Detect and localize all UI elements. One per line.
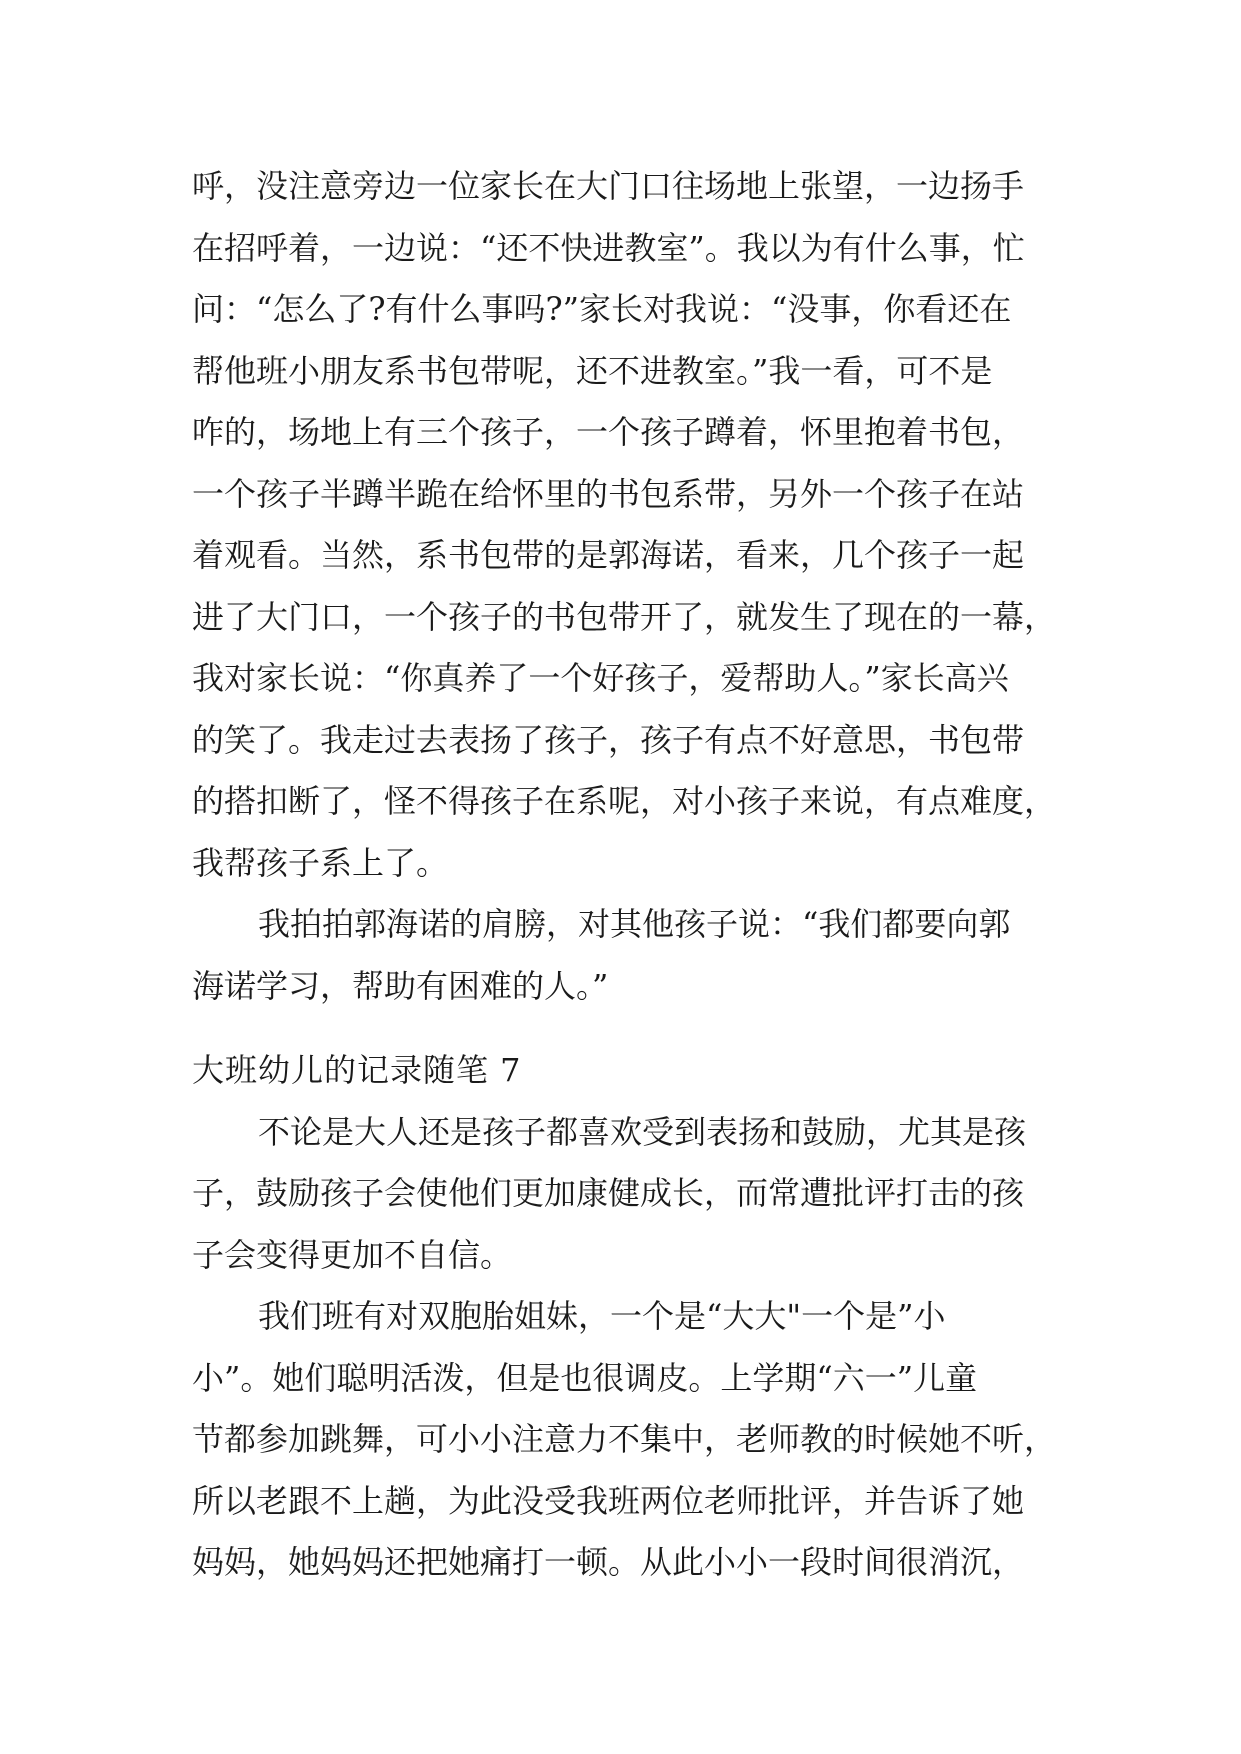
text-line: 帮他班小朋友系书包带呢，还不进教室。”我一看，可不是 [192, 351, 993, 390]
text-line: 进了大门口，一个孩子的书包带开了，就发生了现在的一幕， [192, 597, 1057, 636]
text-line: 妈妈，她妈妈还把她痛打一顿。从此小小一段时间很消沉， [192, 1543, 1025, 1581]
text-line: 子，鼓励孩子会使他们更加康健成长，而常遭批评打击的孩 [192, 1174, 1025, 1212]
text-line: 海诺学习，帮助有困难的人。” [192, 966, 609, 1005]
text-line: 着观看。当然，系书包带的是郭海诺，看来，几个孩子一起 [192, 536, 1025, 574]
text-line: 不论是大人还是孩子都喜欢受到表扬和鼓励，尤其是孩 [258, 1112, 1027, 1151]
section-7 [192, 1040, 1072, 1594]
section-title: 大班幼儿的记录随笔 7 [192, 1051, 522, 1089]
text-line: 的笑了。我走过去表扬了孩子，孩子有点不好意思，书包带 [192, 720, 1025, 759]
text-line: 在招呼着，一边说：“还不快进教室”。我以为有什么事，忙 [192, 228, 1025, 267]
text-line: 子会变得更加不自信。 [192, 1235, 513, 1274]
text-line: 我对家长说：“你真养了一个好孩子，爱帮助人。”家长高兴 [192, 659, 1009, 697]
text-line: 问：“怎么了?有什么事吗?”家长对我说：“没事，你看还在 [192, 290, 1012, 328]
text-line: 的搭扣断了，怪不得孩子在系呢，对小孩子来说，有点难度， [192, 782, 1057, 820]
text-line: 所以老跟不上趟，为此没受我班两位老师批评，并告诉了她 [192, 1481, 1025, 1520]
text-line: 我拍拍郭海诺的肩膀，对其他孩子说：“我们都要向郭 [258, 905, 1011, 943]
text-line: 我帮孩子系上了。 [192, 843, 449, 882]
text-line: 咋的，场地上有三个孩子，一个孩子蹲着，怀里抱着书包， [192, 413, 1025, 451]
text-line: 小”。她们聪明活泼，但是也很调皮。上学期“六一”儿童 [192, 1358, 978, 1397]
text-line: 节都参加跳舞，可小小注意力不集中，老师教的时候她不听， [192, 1420, 1057, 1458]
text-line: 呼，没注意旁边一位家长在大门口往场地上张望，一边扬手 [192, 167, 1025, 205]
text-line: 我们班有对双胞胎姐妹，一个是“大大"一个是”小 [258, 1297, 946, 1335]
text-line: 一个孩子半蹲半跪在给怀里的书包系带，另外一个孩子在站 [192, 474, 1025, 513]
story-continuation [192, 156, 1072, 1017]
